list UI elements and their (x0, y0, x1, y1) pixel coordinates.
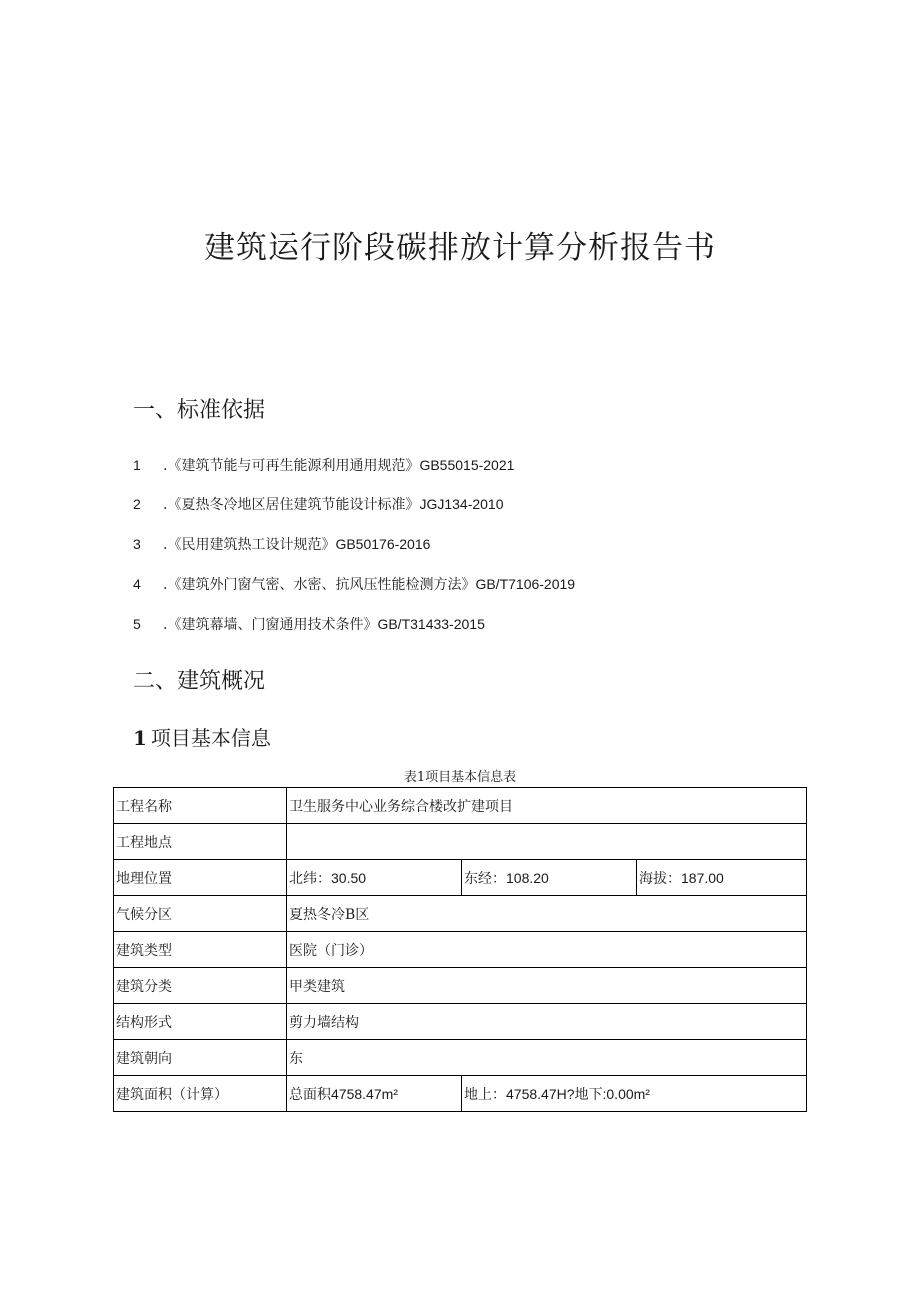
standard-name: .《建筑幕墙、门窗通用技术条件》 (163, 617, 378, 633)
row-label: 建筑朝向 (114, 1040, 287, 1076)
altitude-value: 海拔：187.00 (637, 860, 807, 896)
row-label: 结构形式 (114, 1004, 287, 1040)
table-row (114, 860, 807, 896)
orientation-value: 东 (287, 1040, 807, 1076)
subsection-title: 项目基本信息 (150, 726, 271, 750)
table-row (114, 1040, 807, 1076)
standard-code: GB50176-2016 (335, 536, 431, 552)
climate-zone-value: 夏热冬冷B区 (287, 896, 807, 932)
standard-item (133, 455, 514, 475)
standard-code: GB/T7106-2019 (475, 576, 576, 592)
table-row (114, 968, 807, 1004)
subsection-heading (133, 722, 271, 751)
standard-name: .《夏热冬冷地区居住建筑节能设计标准》 (163, 497, 420, 513)
table-row (114, 824, 807, 860)
table-row (114, 788, 807, 824)
subsection-number: 1 (133, 726, 147, 750)
standard-item (133, 534, 430, 554)
standard-index: 2 (133, 496, 141, 512)
project-site-value (287, 824, 807, 860)
row-label: 地理位置 (114, 860, 287, 896)
latitude-value: 北纬：30.50 (287, 860, 462, 896)
standard-index: 4 (133, 576, 141, 592)
table-row (114, 1004, 807, 1040)
total-area-value: 总面积4758.47m² (287, 1076, 462, 1112)
standard-name: .《民用建筑热工设计规范》 (163, 537, 336, 553)
longitude-value: 东经：108.20 (462, 860, 637, 896)
section-heading-standards: 一、标准依据 (133, 398, 266, 423)
row-label: 气候分区 (114, 896, 287, 932)
project-info-table (113, 787, 807, 1112)
standard-item (133, 614, 485, 634)
table-row (114, 1076, 807, 1112)
section-heading-overview: 二、建筑概况 (133, 669, 266, 694)
table-row (114, 896, 807, 932)
standard-index: 5 (133, 616, 141, 632)
table-row (114, 932, 807, 968)
building-class-value: 甲类建筑 (287, 968, 807, 1004)
project-name-value: 卫生服务中心业务综合楼改扩建项目 (287, 788, 807, 824)
standard-name: .《建筑外门窗气密、水密、抗风压性能检测方法》 (163, 577, 476, 593)
row-label: 建筑分类 (114, 968, 287, 1004)
row-label: 工程名称 (114, 788, 287, 824)
structure-value: 剪力墙结构 (287, 1004, 807, 1040)
row-label: 建筑面积（计算） (114, 1076, 287, 1112)
standard-index: 3 (133, 536, 141, 552)
standard-code: JGJ134-2010 (419, 496, 504, 512)
document-title: 建筑运行阶段碳排放计算分析报告书 (204, 230, 716, 266)
standard-code: GB55015-2021 (419, 457, 515, 473)
standard-name: .《建筑节能与可再生能源利用通用规范》 (163, 458, 420, 474)
standard-index: 1 (133, 457, 141, 473)
table-caption: 表1项目基本信息表 (403, 770, 517, 785)
standard-item (133, 574, 575, 594)
standard-code: GB/T31433-2015 (377, 616, 485, 632)
building-type-value: 医院（门诊） (287, 932, 807, 968)
standard-item (133, 494, 504, 514)
row-label: 工程地点 (114, 824, 287, 860)
area-split-value: 地上：4758.47H?地下:0.00m² (462, 1076, 807, 1112)
row-label: 建筑类型 (114, 932, 287, 968)
